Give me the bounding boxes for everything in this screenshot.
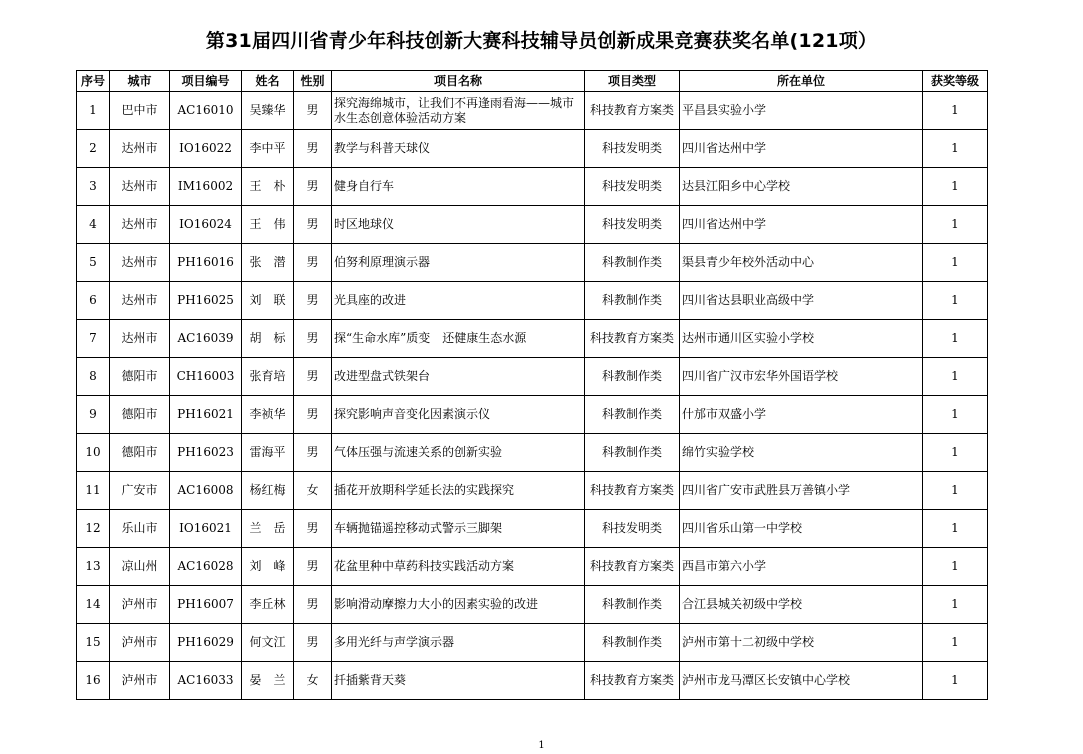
table-row [77, 320, 988, 358]
cell-city: 德阳市 [110, 396, 170, 434]
cell-project-name: 花盆里种中草药科技实践活动方案 [332, 548, 585, 586]
cell-city: 达州市 [110, 206, 170, 244]
table-row [77, 396, 988, 434]
cell-organization: 四川省广汉市宏华外国语学校 [680, 358, 923, 396]
table-row [77, 282, 988, 320]
cell-city: 广安市 [110, 472, 170, 510]
cell-project-code: AC16039 [170, 320, 242, 358]
cell-organization: 绵竹实验学校 [680, 434, 923, 472]
cell-project-name: 健身自行车 [332, 168, 585, 206]
cell-award-level: 1 [923, 586, 988, 624]
cell-project-name: 影响滑动摩擦力大小的因素实验的改进 [332, 586, 585, 624]
cell-organization: 四川省达州中学 [680, 130, 923, 168]
table-header-row [77, 71, 988, 92]
cell-city: 达州市 [110, 320, 170, 358]
cell-project-name: 多用光纤与声学演示器 [332, 624, 585, 662]
cell-project-type: 科教制作类 [585, 396, 680, 434]
cell-award-level: 1 [923, 92, 988, 130]
cell-project-code: IM16002 [170, 168, 242, 206]
cell-project-code: PH16016 [170, 244, 242, 282]
cell-organization: 四川省达州中学 [680, 206, 923, 244]
cell-gender: 男 [294, 206, 332, 244]
cell-name: 李丘林 [242, 586, 294, 624]
cell-gender: 男 [294, 244, 332, 282]
cell-project-code: PH16021 [170, 396, 242, 434]
cell-name: 王 朴 [242, 168, 294, 206]
table-row [77, 168, 988, 206]
cell-organization: 四川省达县职业高级中学 [680, 282, 923, 320]
cell-name: 张 潜 [242, 244, 294, 282]
cell-organization: 西昌市第六小学 [680, 548, 923, 586]
cell-index: 7 [77, 320, 110, 358]
table-row [77, 358, 988, 396]
cell-project-code: AC16008 [170, 472, 242, 510]
table-row [77, 130, 988, 168]
header-project-type: 项目类型 [585, 71, 680, 92]
cell-index: 4 [77, 206, 110, 244]
header-gender: 性别 [294, 71, 332, 92]
cell-project-type: 科技发明类 [585, 168, 680, 206]
cell-city: 泸州市 [110, 586, 170, 624]
cell-index: 3 [77, 168, 110, 206]
cell-gender: 男 [294, 320, 332, 358]
cell-gender: 女 [294, 662, 332, 700]
cell-project-code: IO16022 [170, 130, 242, 168]
table-row [77, 662, 988, 700]
cell-index: 15 [77, 624, 110, 662]
cell-project-type: 科教制作类 [585, 282, 680, 320]
cell-name: 李中平 [242, 130, 294, 168]
cell-award-level: 1 [923, 320, 988, 358]
cell-project-type: 科技教育方案类 [585, 548, 680, 586]
cell-gender: 男 [294, 130, 332, 168]
cell-index: 8 [77, 358, 110, 396]
table-body [77, 92, 988, 700]
cell-city: 巴中市 [110, 92, 170, 130]
cell-project-name: 气体压强与流速关系的创新实验 [332, 434, 585, 472]
cell-project-code: IO16021 [170, 510, 242, 548]
cell-city: 达州市 [110, 168, 170, 206]
header-project-code: 项目编号 [170, 71, 242, 92]
cell-name: 李祯华 [242, 396, 294, 434]
award-table [76, 70, 988, 700]
cell-gender: 男 [294, 168, 332, 206]
cell-name: 张育培 [242, 358, 294, 396]
cell-project-type: 科技教育方案类 [585, 320, 680, 358]
cell-project-name: 教学与科普天球仪 [332, 130, 585, 168]
cell-project-name: 探究海绵城市，让我们不再逢雨看海——城市水生态创意体验活动方案 [332, 92, 585, 130]
cell-project-name: 光具座的改进 [332, 282, 585, 320]
cell-project-name: 扦插紫背天葵 [332, 662, 585, 700]
cell-project-type: 科教制作类 [585, 244, 680, 282]
header-award-level: 获奖等级 [923, 71, 988, 92]
cell-name: 吴臻华 [242, 92, 294, 130]
cell-name: 杨红梅 [242, 472, 294, 510]
cell-city: 乐山市 [110, 510, 170, 548]
cell-award-level: 1 [923, 282, 988, 320]
cell-project-name: 插花开放期科学延长法的实践探究 [332, 472, 585, 510]
cell-gender: 男 [294, 396, 332, 434]
cell-organization: 达县江阳乡中心学校 [680, 168, 923, 206]
cell-city: 德阳市 [110, 358, 170, 396]
cell-gender: 男 [294, 510, 332, 548]
cell-gender: 男 [294, 434, 332, 472]
cell-project-name: 伯努利原理演示器 [332, 244, 585, 282]
cell-gender: 女 [294, 472, 332, 510]
cell-city: 泸州市 [110, 624, 170, 662]
cell-city: 泸州市 [110, 662, 170, 700]
cell-project-type: 科技教育方案类 [585, 472, 680, 510]
cell-project-name: 改进型盘式铁架台 [332, 358, 585, 396]
cell-award-level: 1 [923, 206, 988, 244]
cell-project-type: 科技发明类 [585, 206, 680, 244]
cell-project-name: 探“生命水库”质变 还健康生态水源 [332, 320, 585, 358]
cell-gender: 男 [294, 624, 332, 662]
cell-project-type: 科技发明类 [585, 130, 680, 168]
cell-index: 2 [77, 130, 110, 168]
cell-gender: 男 [294, 548, 332, 586]
cell-city: 凉山州 [110, 548, 170, 586]
cell-gender: 男 [294, 358, 332, 396]
cell-project-code: CH16003 [170, 358, 242, 396]
cell-project-name: 探究影响声音变化因素演示仪 [332, 396, 585, 434]
cell-city: 德阳市 [110, 434, 170, 472]
cell-project-type: 科教制作类 [585, 434, 680, 472]
cell-award-level: 1 [923, 358, 988, 396]
cell-index: 6 [77, 282, 110, 320]
cell-index: 13 [77, 548, 110, 586]
header-organization: 所在单位 [680, 71, 923, 92]
cell-project-type: 科技教育方案类 [585, 662, 680, 700]
cell-gender: 男 [294, 586, 332, 624]
cell-index: 16 [77, 662, 110, 700]
cell-organization: 达州市通川区实验小学校 [680, 320, 923, 358]
cell-project-type: 科教制作类 [585, 586, 680, 624]
cell-project-code: IO16024 [170, 206, 242, 244]
cell-project-code: PH16023 [170, 434, 242, 472]
cell-award-level: 1 [923, 396, 988, 434]
cell-index: 14 [77, 586, 110, 624]
cell-project-type: 科教制作类 [585, 624, 680, 662]
header-name: 姓名 [242, 71, 294, 92]
page-number: 1 [538, 740, 545, 751]
cell-name: 胡 标 [242, 320, 294, 358]
cell-name: 王 伟 [242, 206, 294, 244]
cell-project-code: PH16007 [170, 586, 242, 624]
table-row [77, 510, 988, 548]
cell-name: 兰 岳 [242, 510, 294, 548]
cell-organization: 平昌县实验小学 [680, 92, 923, 130]
cell-index: 5 [77, 244, 110, 282]
cell-name: 何文江 [242, 624, 294, 662]
header-city: 城市 [110, 71, 170, 92]
cell-city: 达州市 [110, 130, 170, 168]
document-title: 第31届四川省青少年科技创新大赛科技辅导员创新成果竞赛获奖名单(121项） [205, 30, 878, 52]
cell-name: 雷海平 [242, 434, 294, 472]
cell-award-level: 1 [923, 434, 988, 472]
cell-project-type: 科技发明类 [585, 510, 680, 548]
cell-organization: 四川省广安市武胜县万善镇小学 [680, 472, 923, 510]
cell-award-level: 1 [923, 244, 988, 282]
cell-award-level: 1 [923, 168, 988, 206]
cell-name: 晏 兰 [242, 662, 294, 700]
cell-organization: 渠县青少年校外活动中心 [680, 244, 923, 282]
cell-award-level: 1 [923, 548, 988, 586]
cell-organization: 泸州市第十二初级中学校 [680, 624, 923, 662]
cell-award-level: 1 [923, 472, 988, 510]
cell-award-level: 1 [923, 624, 988, 662]
cell-project-code: AC16028 [170, 548, 242, 586]
cell-project-name: 时区地球仪 [332, 206, 585, 244]
cell-project-name: 车辆抛锚遥控移动式警示三脚架 [332, 510, 585, 548]
cell-award-level: 1 [923, 510, 988, 548]
cell-index: 10 [77, 434, 110, 472]
table-row [77, 92, 988, 130]
table-row [77, 624, 988, 662]
table-row [77, 472, 988, 510]
cell-city: 达州市 [110, 282, 170, 320]
cell-name: 刘 峰 [242, 548, 294, 586]
cell-award-level: 1 [923, 130, 988, 168]
cell-organization: 四川省乐山第一中学校 [680, 510, 923, 548]
header-index: 序号 [77, 71, 110, 92]
cell-organization: 合江县城关初级中学校 [680, 586, 923, 624]
table-row [77, 244, 988, 282]
cell-gender: 男 [294, 92, 332, 130]
cell-index: 12 [77, 510, 110, 548]
cell-award-level: 1 [923, 662, 988, 700]
cell-project-code: AC16010 [170, 92, 242, 130]
cell-organization: 泸州市龙马潭区长安镇中心学校 [680, 662, 923, 700]
cell-organization: 什邡市双盛小学 [680, 396, 923, 434]
table-row [77, 434, 988, 472]
cell-project-type: 科技教育方案类 [585, 92, 680, 130]
cell-project-type: 科教制作类 [585, 358, 680, 396]
cell-index: 9 [77, 396, 110, 434]
table-row [77, 548, 988, 586]
cell-gender: 男 [294, 282, 332, 320]
cell-index: 1 [77, 92, 110, 130]
table-row [77, 206, 988, 244]
cell-city: 达州市 [110, 244, 170, 282]
header-project-name: 项目名称 [332, 71, 585, 92]
cell-project-code: PH16025 [170, 282, 242, 320]
table-row [77, 586, 988, 624]
cell-project-code: PH16029 [170, 624, 242, 662]
cell-index: 11 [77, 472, 110, 510]
cell-project-code: AC16033 [170, 662, 242, 700]
cell-name: 刘 联 [242, 282, 294, 320]
